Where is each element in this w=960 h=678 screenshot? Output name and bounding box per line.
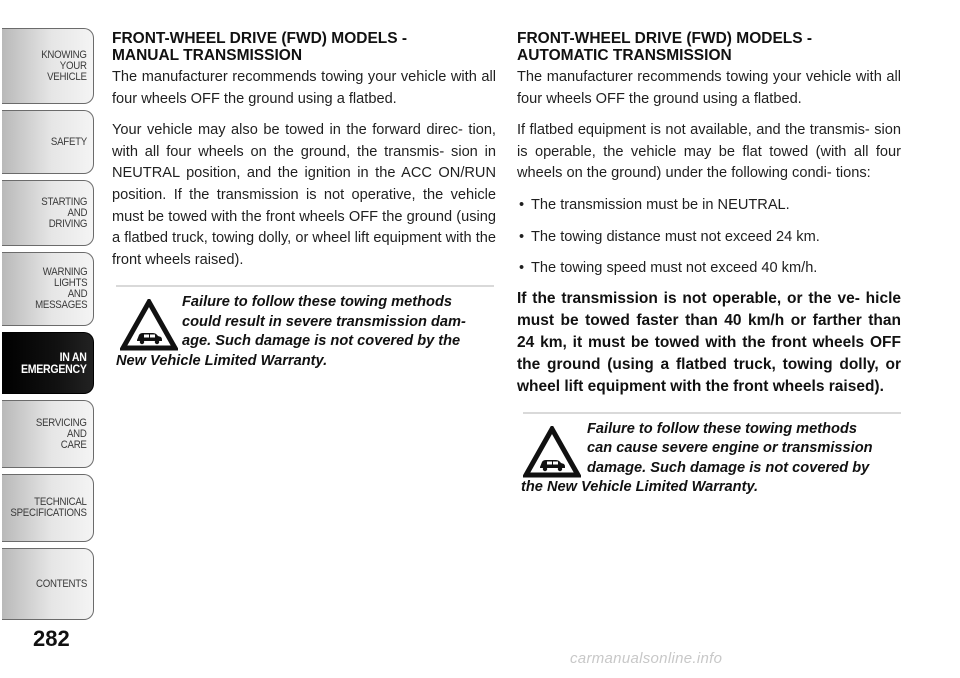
tab-technical-specifications[interactable] <box>2 474 94 542</box>
tab-in-an-emergency[interactable] <box>2 332 94 394</box>
paragraph: The manufacturer recommends towing your vehicle with all four wheels OFF the ground using a flatbed. <box>112 69 496 107</box>
warning-box <box>517 412 901 498</box>
tab-label: CONTENTS <box>35 577 87 590</box>
warning-line: New Vehicle Limited Warranty. <box>116 352 328 369</box>
warning-triangle-car-icon <box>120 299 178 351</box>
tab-label: STARTING AND DRIVING <box>41 195 87 230</box>
tab-label: KNOWING YOUR VEHICLE <box>41 48 87 83</box>
paragraph: The manufacturer recommends towing your vehicle with all four wheels OFF the ground using a flatbed. <box>517 69 901 107</box>
list-item: • The transmission must be in NEUTRAL. <box>519 196 790 213</box>
warning-box <box>112 285 496 371</box>
section-heading-manual: FRONT-WHEEL DRIVE (FWD) MODELS - MANUAL TRANSMISSION <box>112 30 408 64</box>
left-column <box>112 30 496 371</box>
tab-starting-and-driving[interactable] <box>2 180 94 246</box>
warning-line: can cause severe engine or transmission <box>587 440 873 457</box>
watermark: carmanualsonline.info <box>570 650 723 667</box>
warning-line: age. Such damage is not covered by the <box>182 333 461 350</box>
paragraph: Your vehicle may also be towed in the forward direc- tion, with all four wheels on the ground, the transmis- sion in NEUTRAL position, and the ignition in the ACC ON/RUN position. If the transmission is not operative, the vehicle must be towed with the front wheels OFF the ground (using a flatbed truck, towing dolly, or wheel lift equipment with the front wheels raised). <box>112 122 496 268</box>
tab-label: WARNING LIGHTS AND MESSAGES <box>34 266 87 311</box>
tab-knowing-your-vehicle[interactable] <box>2 28 94 104</box>
bold-note: If the transmission is not operable, or the ve- hicle must be towed faster than 40 km/h or farther than 24 km, it must be towed with the front wheels OFF the ground (using a flatbed truck, towing dolly, or wheel lift equipment with the front wheels raised). <box>517 289 901 395</box>
warning-line: Failure to follow these towing methods <box>587 420 857 437</box>
tab-label: SERVICING AND CARE <box>36 416 87 451</box>
warning-triangle-car-icon <box>523 426 581 478</box>
list-item: • The towing distance must not exceed 24 km. <box>519 228 820 245</box>
chapter-tabs <box>0 0 100 640</box>
tab-label: SAFETY <box>50 135 87 148</box>
list-item: • The towing speed must not exceed 40 km/h. <box>519 260 818 277</box>
warning-line: could result in severe transmission dam- <box>182 313 466 330</box>
paragraph: If flatbed equipment is not available, and the transmis- sion is operable, the vehicle may be flat towed (with all four wheels on the ground) under the following condi- tions: <box>517 122 901 182</box>
page-number: 282 <box>33 626 70 651</box>
conditions-list <box>517 195 901 280</box>
warning-divider <box>116 285 494 287</box>
warning-divider <box>523 412 901 414</box>
right-column <box>517 30 901 498</box>
tab-label: TECHNICAL SPECIFICATIONS <box>10 496 87 519</box>
warning-line: the New Vehicle Limited Warranty. <box>521 479 759 496</box>
tab-servicing-and-care[interactable] <box>2 400 94 468</box>
warning-line: Failure to follow these towing methods <box>182 294 452 311</box>
section-heading-automatic: FRONT-WHEEL DRIVE (FWD) MODELS - AUTOMATIC TRANSMISSION <box>517 30 813 64</box>
tab-label: IN AN EMERGENCY <box>21 350 87 376</box>
tab-warning-lights-and-messages[interactable] <box>2 252 94 326</box>
tab-safety[interactable] <box>2 110 94 174</box>
tab-contents[interactable] <box>2 548 94 620</box>
warning-line: damage. Such damage is not covered by <box>587 459 870 476</box>
